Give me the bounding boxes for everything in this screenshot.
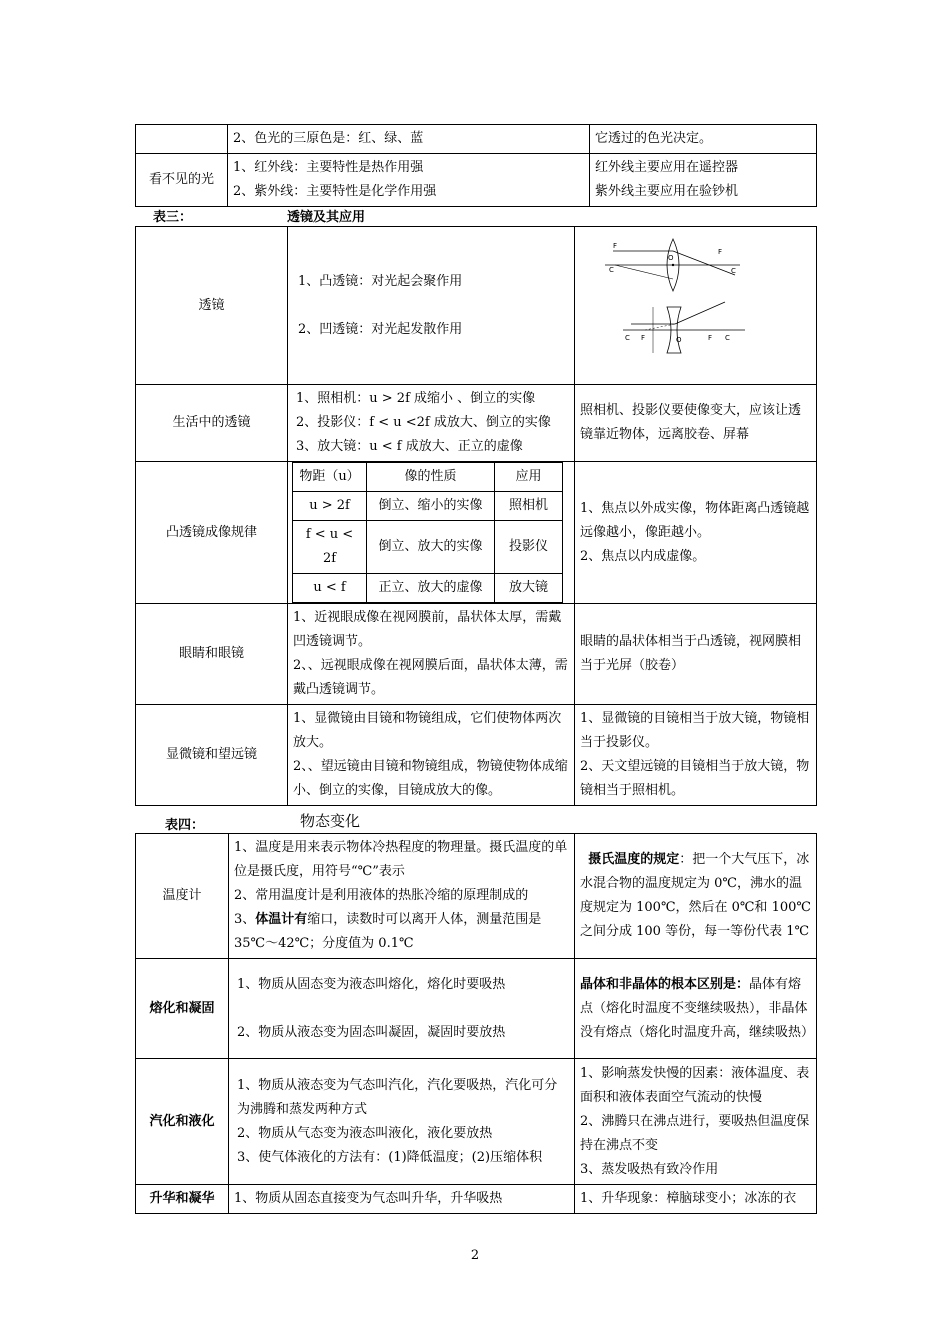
header-object-distance: 物距（u） — [293, 463, 367, 492]
table-row — [293, 463, 563, 492]
row-label-eye: 眼睛和眼镜 — [136, 604, 288, 705]
diagram-label: F — [708, 334, 713, 342]
table-row — [136, 604, 817, 705]
cell-life-lens: 1、照相机：u > 2f 成缩小 、倒立的实像 2、投影仪：f < u <2f 成放大、倒立的实像 3、放大镜：u < f 成放大、正立的虚像 — [288, 385, 575, 462]
table4 — [135, 833, 817, 1214]
table-row — [136, 385, 817, 462]
row-label-invisible-light: 看不见的光 — [136, 154, 228, 207]
table-row: u > 2f 倒立、缩小的实像 照相机 — [293, 492, 563, 521]
diagram-label: C — [625, 334, 630, 342]
row-label-melting: 熔化和凝固 — [136, 959, 229, 1059]
row-label-vaporization: 汽化和液化 — [136, 1059, 229, 1185]
row-label-imaging-rule: 凸透镜成像规律 — [136, 462, 288, 604]
diagram-label: O — [668, 254, 674, 262]
diagram-label: C — [731, 267, 736, 275]
table-row — [136, 462, 817, 604]
convex-lens-diagram — [605, 239, 740, 291]
diagram-label: F — [718, 248, 723, 256]
cell-right: 它透过的色光决定。 — [590, 125, 817, 154]
row-label-sublimation: 升华和凝华 — [136, 1185, 229, 1214]
concave-lens-diagram — [623, 302, 745, 353]
table-row — [136, 834, 817, 959]
table-row — [136, 1059, 817, 1185]
diagram-label: C — [609, 266, 614, 274]
table2-tail — [135, 124, 817, 207]
cell-lens-diagram — [575, 227, 817, 385]
table3-label: 表三： — [153, 210, 193, 225]
table-row — [136, 1185, 817, 1214]
row-label-scope: 显微镜和望远镜 — [136, 705, 288, 806]
cell-thermometer: 1、温度是用来表示物体冷热程度的物理量。摄氏温度的单位是摄氏度，用符号“℃”表示 2、常用温度计是利用液体的热胀冷缩的原理制成的 3、体温计有缩口，读数时可以离开人体，测量范围是35℃～42℃；分度值为 0.1℃ — [229, 834, 575, 959]
cell-eye-note: 眼睛的晶状体相当于凸透镜，视网膜相当于光屏（胶卷） — [575, 604, 817, 705]
cell-imaging-note: 1、焦点以外成实像，物体距离凸透镜越远像越小，像距越小。 2、焦点以内成虚像。 — [575, 462, 817, 604]
cell-left: 1、红外线：主要特性是热作用强 2、紫外线：主要特性是化学作用强 — [228, 154, 590, 207]
page-number: 2 — [470, 1248, 480, 1263]
diagram-label: C — [725, 334, 730, 342]
cell-right: 红外线主要应用在遥控器 紫外线主要应用在验钞机 — [590, 154, 817, 207]
cell-scope-note: 1、显微镜的目镜相当于放大镜，物镜相当于投影仪。 2、天文望远镜的目镜相当于放大镜，物镜相当于照相机。 — [575, 705, 817, 806]
diagram-label: F — [641, 334, 646, 342]
table3-title: 透镜及其应用 — [287, 210, 366, 225]
cell-life-lens-note: 照相机、投影仪要使像变大，应该让透镜靠近物体，远离胶卷、屏幕 — [575, 385, 817, 462]
table-row — [136, 125, 817, 154]
table-row — [136, 154, 817, 207]
diagram-label: O — [676, 336, 682, 344]
table4-label: 表四： — [165, 818, 205, 833]
cell-imaging-table — [288, 462, 575, 604]
cell-lens-types: 1、凸透镜：对光起会聚作用 2、凹透镜：对光起发散作用 — [288, 227, 575, 385]
table-row: f < u < 2f 倒立、放大的实像 投影仪 — [293, 521, 563, 574]
cell-vaporization: 1、物质从液态变为气态叫汽化，汽化要吸热，汽化可分为沸腾和蒸发两种方式 2、物质从气态变为液态叫液化，液化要放热 3、使气体液化的方法有：(1)降低温度；(2)压缩体积 — [229, 1059, 575, 1185]
lens-diagram — [575, 227, 815, 375]
table3 — [135, 226, 817, 806]
cell-vaporization-note: 1、影响蒸发快慢的因素：液体温度、表面积和液体表面空气流动的快慢 2、沸腾只在沸点进行，要吸热但温度保持在沸点不变 3、蒸发吸热有致冷作用 — [575, 1059, 817, 1185]
table-row: u < f 正立、放大的虚像 放大镜 — [293, 574, 563, 603]
table-row — [136, 705, 817, 806]
header-image-nature: 像的性质 — [367, 463, 495, 492]
cell-eye: 1、近视眼成像在视网膜前，晶状体太厚，需戴凹透镜调节。 2、、远视眼成像在视网膜后面，晶状体太薄，需戴凸透镜调节。 — [288, 604, 575, 705]
header-application: 应用 — [495, 463, 563, 492]
cell-scope: 1、显微镜由目镜和物镜组成，它们使物体两次放大。 2、、望远镜由目镜和物镜组成，物镜使物体成缩小、倒立的实像，目镜成放大的像。 — [288, 705, 575, 806]
row-label-thermometer: 温度计 — [136, 834, 229, 959]
diagram-label: F — [613, 242, 618, 250]
cell-left: 2、色光的三原色是：红、绿、蓝 — [228, 125, 590, 154]
row-label-lens: 透镜 — [136, 227, 288, 385]
cell-melting: 1、物质从固态变为液态叫熔化，熔化时要吸热 2、物质从液态变为固态叫凝固，凝固时要放热 — [229, 959, 575, 1059]
row-label-life-lens: 生活中的透镜 — [136, 385, 288, 462]
table-row — [136, 959, 817, 1059]
cell-sublimation: 1、物质从固态直接变为气态叫升华，升华吸热 — [229, 1185, 575, 1214]
imaging-rule-table — [292, 462, 563, 603]
cell-melting-note: 晶体和非晶体的根本区别是：晶体有熔点（熔化时温度不变继续吸热），非晶体没有熔点（熔化时温度升高，继续吸热） — [575, 959, 817, 1059]
cell-sublimation-note: 1、升华现象：樟脑球变小；冰冻的衣 — [575, 1185, 817, 1214]
table-row — [136, 227, 817, 385]
table4-title: 物态变化 — [300, 812, 361, 830]
row-label — [136, 125, 228, 154]
cell-thermometer-note: 摄氏温度的规定：把一个大气压下，冰水混合物的温度规定为 0℃，沸水的温度规定为 100℃，然后在 0℃和 100℃之间分成 100 等份，每一等份代表 1℃ — [575, 834, 817, 959]
